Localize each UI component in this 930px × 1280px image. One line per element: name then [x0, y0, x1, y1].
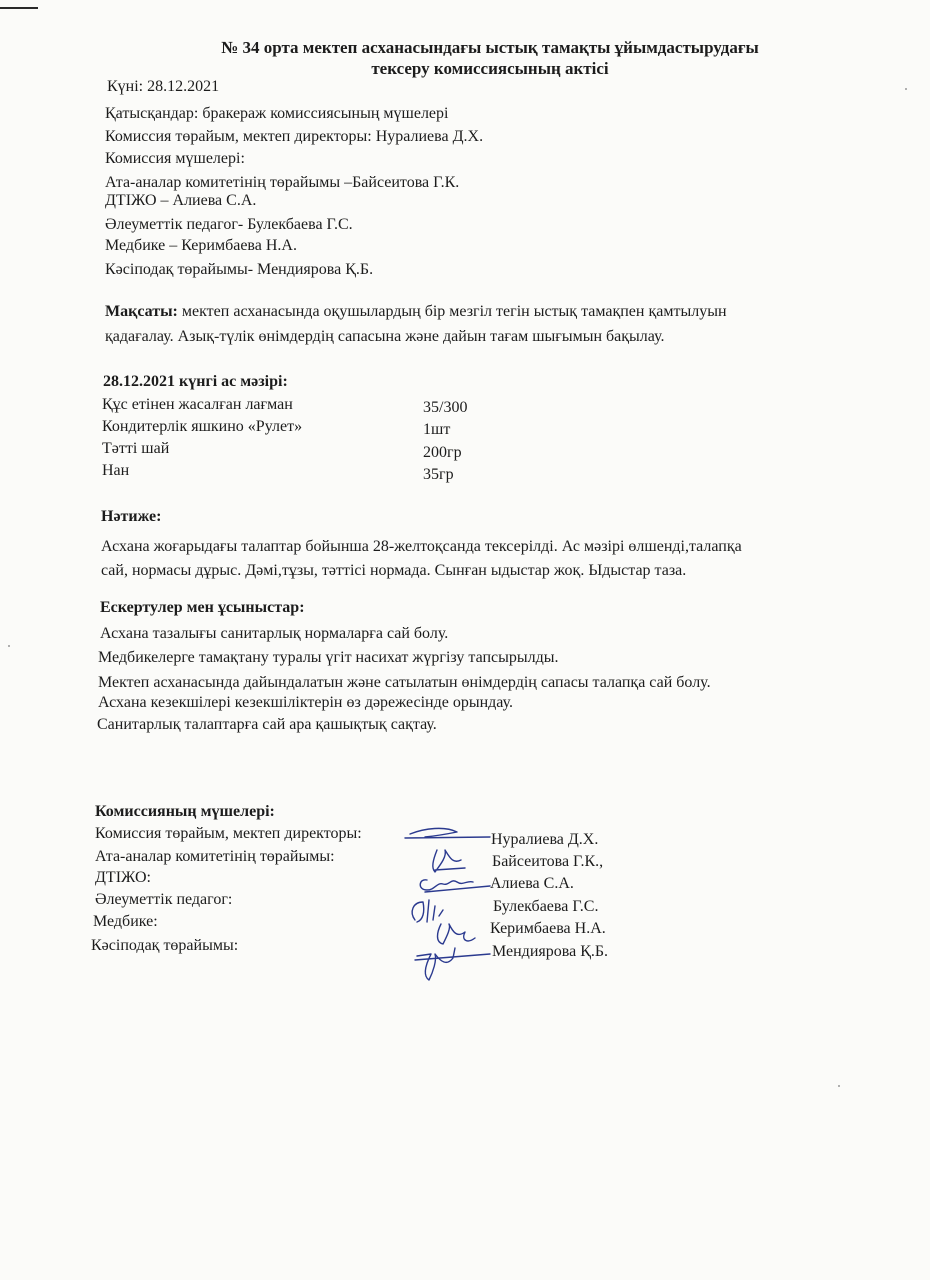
recommendations-heading: Ескертулер мен ұсыныстар: [100, 599, 305, 616]
menu-heading: 28.12.2021 күнгі ас мәзірі: [103, 373, 288, 390]
signature-name: Алиева С.А. [490, 875, 574, 892]
goal-line-2: қадағалау. Азық-түлік өнімдердің сапасына және дайын тағам шығымын бақылау. [105, 328, 665, 345]
member-item: ДТІЖО – Алиева С.А. [105, 192, 257, 209]
title-line-2: тексеру комиссиясының актісі [371, 59, 609, 78]
scan-edge-mark [0, 7, 38, 9]
signature-role: Кәсіподақ төрайымы: [91, 937, 239, 954]
goal-text-1: мектеп асханасында оқушылардың бір мезгіл тегін ыстық тамақпен қамтылуын [177, 303, 727, 320]
member-item: Медбике – Керимбаева Н.А. [105, 237, 297, 254]
participants: Қатысқандар: бракераж комиссиясының мүшелері [105, 105, 449, 122]
result-line-2: сай, нормасы дұрыс. Дәмі,тұзы, тәттісі нормада. Сынған ыдыстар жоқ. Ыдыстар таза. [101, 562, 687, 579]
signature-stroke-chair [405, 828, 490, 838]
menu-item-name: Тәтті шай [102, 440, 170, 457]
result-line-1: Асхана жоғарыдағы талаптар бойынша 28-желтоқсанда тексерілді. Ас мәзірі өлшенді,талапқа [101, 538, 742, 555]
signature-name: Керимбаева Н.А. [490, 920, 606, 937]
member-item: Кәсіподақ төрайымы- Мендиярова Қ.Б. [105, 261, 374, 278]
signature-stroke-medbike [438, 924, 476, 944]
signature-name: Булекбаева Г.С. [493, 898, 599, 915]
signature-role: Комиссия төрайым, мектеп директоры: [95, 825, 362, 842]
recommendation-item: Санитарлық талаптарға сай ара қашықтық сақтау. [97, 716, 437, 733]
title-line-1: № 34 орта мектеп асханасындағы ыстық тамақты ұйымдастырудағы [221, 38, 759, 57]
signature-stroke-pedagog [412, 900, 443, 922]
act-date: Күні: 28.12.2021 [107, 78, 220, 95]
menu-item-amount: 200гр [423, 444, 462, 461]
recommendation-item: Асхана кезекшілері кезекшіліктерін өз дәрежесінде орындау. [98, 694, 513, 711]
handwritten-signatures [395, 820, 505, 990]
menu-item-amount: 35гр [423, 466, 454, 483]
commission-chair: Комиссия төрайым, мектеп директоры: Нуралиева Д.Х. [105, 128, 484, 145]
signature-role: Ата-аналар комитетінің төрайымы: [95, 848, 335, 865]
signature-stroke-dtizho [420, 880, 490, 892]
goal-label: Мақсаты: [105, 303, 178, 320]
signature-role: Медбике: [93, 913, 158, 930]
recommendation-item: Асхана тазалығы санитарлық нормаларға сай болу. [100, 625, 449, 642]
scan-speck [905, 88, 907, 90]
signature-role: ДТІЖО: [95, 869, 151, 886]
menu-item-name: Кондитерлік яшкино «Рулет» [102, 418, 303, 435]
member-item: Ата-аналар комитетінің төрайымы –Байсеитова Г.К. [105, 174, 460, 191]
signature-role: Әлеуметтік педагог: [95, 891, 233, 908]
signature-stroke-parents [433, 850, 465, 872]
menu-item-name: Нан [102, 462, 130, 479]
scan-speck [838, 1085, 840, 1087]
menu-item-amount: 1шт [423, 421, 451, 438]
recommendation-item: Медбикелерге тамақтану туралы үгіт насихат жүргізу тапсырылды. [98, 649, 559, 666]
scan-speck [8, 645, 10, 647]
signatures-heading: Комиссияның мүшелері: [95, 803, 275, 820]
signature-name: Байсеитова Г.К., [492, 853, 604, 870]
menu-item-amount: 35/300 [423, 399, 468, 416]
document-title [150, 37, 830, 79]
members-label: Комиссия мүшелері: [105, 150, 245, 167]
signature-name: Мендиярова Қ.Б. [492, 943, 609, 960]
recommendation-item: Мектеп асханасында дайындалатын және сатылатын өнімдердің сапасы талапқа сай болу. [98, 674, 711, 691]
result-heading: Нәтиже: [101, 508, 162, 525]
signature-name: Нуралиева Д.Х. [491, 831, 599, 848]
member-item: Әлеуметтік педагог- Булекбаева Г.С. [105, 216, 353, 233]
signature-stroke-union [415, 948, 490, 980]
menu-item-name: Құс етінен жасалған лағман [102, 396, 293, 413]
goal-line-1 [105, 303, 727, 321]
